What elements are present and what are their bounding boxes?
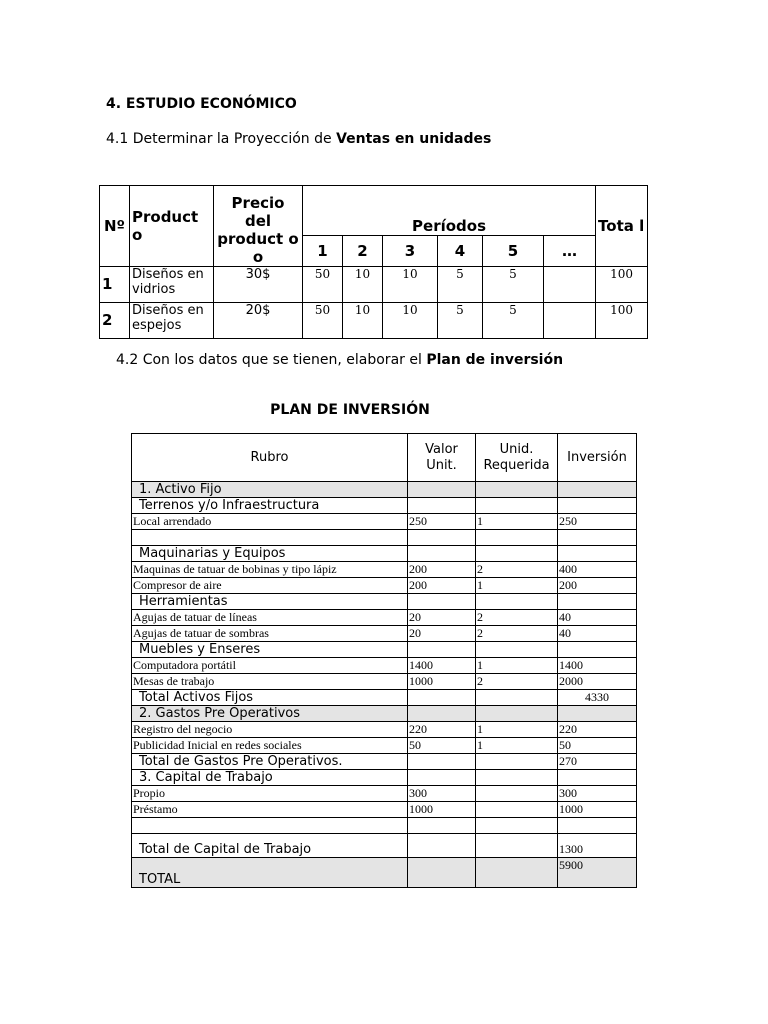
- plan-cell-unid: 2: [476, 626, 558, 642]
- plan-cell-valor: [408, 642, 476, 658]
- product-name: Diseños en vidrios: [130, 267, 214, 303]
- section-heading: 4. ESTUDIO ECONÓMICO: [106, 96, 297, 112]
- plan-cell-inv: 1000: [558, 802, 637, 818]
- subsection-4-1-text: 4.1 Determinar la Proyección de: [106, 131, 337, 147]
- header-valor: Valor Unit.: [408, 434, 476, 482]
- plan-cell-inv: [558, 818, 637, 834]
- plan-cell-inv: [558, 498, 637, 514]
- plan-cell-inv: 250: [558, 514, 637, 530]
- plan-cell-unid: 2: [476, 610, 558, 626]
- subsection-4-2-bold: Plan de inversión: [426, 352, 564, 368]
- table-row: [100, 267, 648, 303]
- plan-cell-inv: [558, 770, 637, 786]
- plan-cell-rubro: Agujas de tatuar de líneas: [132, 610, 408, 626]
- period-header: 5: [483, 235, 544, 266]
- plan-cell-unid: [476, 770, 558, 786]
- plan-row: [132, 562, 637, 578]
- plan-row: [132, 722, 637, 738]
- period-header: 2: [343, 235, 383, 266]
- period-value: 50: [303, 303, 343, 339]
- period-header: 3: [383, 235, 438, 266]
- subsection-4-1-bold: Ventas en unidades: [336, 131, 492, 147]
- plan-row: [132, 706, 637, 722]
- plan-row: [132, 858, 637, 888]
- plan-cell-unid: [476, 530, 558, 546]
- header-unid: Unid. Requerida: [476, 434, 558, 482]
- plan-cell-rubro: 3. Capital de Trabajo: [132, 770, 408, 786]
- plan-cell-valor: [408, 498, 476, 514]
- plan-cell-rubro: Total de Capital de Trabajo: [132, 834, 408, 858]
- period-value: 5: [438, 267, 483, 303]
- plan-row: [132, 802, 637, 818]
- plan-cell-valor: 1000: [408, 674, 476, 690]
- plan-cell-rubro: [132, 818, 408, 834]
- period-value: 50: [303, 267, 343, 303]
- plan-cell-rubro: Herramientas: [132, 594, 408, 610]
- plan-cell-inv: [558, 482, 637, 498]
- plan-cell-unid: 1: [476, 578, 558, 594]
- product-name: Diseños en espejos: [130, 303, 214, 339]
- subsection-4-2-text: 4.2 Con los datos que se tienen, elaborar el: [116, 352, 427, 368]
- plan-row: [132, 594, 637, 610]
- plan-cell-valor: 220: [408, 722, 476, 738]
- plan-cell-rubro: Compresor de aire: [132, 578, 408, 594]
- plan-title: PLAN DE INVERSIÓN: [270, 402, 430, 418]
- plan-cell-unid: [476, 858, 558, 888]
- plan-row: [132, 818, 637, 834]
- investment-plan-table: [131, 433, 637, 888]
- plan-cell-valor: [408, 754, 476, 770]
- plan-cell-rubro: Maquinarias y Equipos: [132, 546, 408, 562]
- product-price: 20$: [214, 303, 303, 339]
- plan-cell-inv: [558, 642, 637, 658]
- plan-cell-inv: 1400: [558, 658, 637, 674]
- header-rubro: Rubro: [132, 434, 408, 482]
- plan-row: [132, 642, 637, 658]
- plan-cell-unid: [476, 802, 558, 818]
- plan-row: [132, 514, 637, 530]
- plan-cell-rubro: Local arrendado: [132, 514, 408, 530]
- plan-row: [132, 674, 637, 690]
- product-price: 30$: [214, 267, 303, 303]
- plan-cell-inv: 2000: [558, 674, 637, 690]
- plan-cell-valor: 250: [408, 514, 476, 530]
- plan-cell-rubro: Publicidad Inicial en redes sociales: [132, 738, 408, 754]
- plan-cell-unid: [476, 754, 558, 770]
- plan-cell-inv: 400: [558, 562, 637, 578]
- header-no: Nº: [100, 186, 130, 267]
- period-value: [544, 303, 596, 339]
- period-header: 1: [303, 235, 343, 266]
- header-periodos: Períodos: [303, 186, 596, 236]
- period-header: …: [544, 235, 596, 266]
- plan-cell-rubro: Total Activos Fijos: [132, 690, 408, 706]
- plan-cell-valor: [408, 690, 476, 706]
- plan-cell-rubro: Agujas de tatuar de sombras: [132, 626, 408, 642]
- plan-cell-rubro: Terrenos y/o Infraestructura: [132, 498, 408, 514]
- plan-cell-rubro: [132, 530, 408, 546]
- plan-cell-rubro: Propio: [132, 786, 408, 802]
- plan-cell-inv: 200: [558, 578, 637, 594]
- plan-cell-inv: 40: [558, 610, 637, 626]
- plan-cell-unid: [476, 594, 558, 610]
- subsection-4-1: [106, 131, 491, 147]
- plan-row: [132, 658, 637, 674]
- plan-row: [132, 770, 637, 786]
- subsection-4-2: [116, 352, 563, 368]
- plan-cell-inv: 40: [558, 626, 637, 642]
- plan-cell-unid: 1: [476, 738, 558, 754]
- plan-row: [132, 626, 637, 642]
- plan-cell-rubro: 1. Activo Fijo: [132, 482, 408, 498]
- row-total: 100: [596, 267, 648, 303]
- plan-cell-unid: [476, 706, 558, 722]
- plan-cell-rubro: Muebles y Enseres: [132, 642, 408, 658]
- row-total: 100: [596, 303, 648, 339]
- header-total: Tota l: [596, 186, 648, 267]
- plan-cell-rubro: Mesas de trabajo: [132, 674, 408, 690]
- plan-cell-unid: 1: [476, 722, 558, 738]
- plan-cell-rubro: Total de Gastos Pre Operativos.: [132, 754, 408, 770]
- plan-cell-rubro: Computadora portátil: [132, 658, 408, 674]
- header-producto: Product o: [130, 186, 214, 267]
- plan-cell-inv: 4330: [558, 690, 637, 706]
- plan-cell-unid: [476, 498, 558, 514]
- period-value: 10: [343, 303, 383, 339]
- table-row: [100, 303, 648, 339]
- period-value: 5: [483, 303, 544, 339]
- plan-cell-unid: [476, 786, 558, 802]
- period-value: [544, 267, 596, 303]
- plan-cell-inv: 220: [558, 722, 637, 738]
- plan-cell-unid: [476, 834, 558, 858]
- plan-cell-valor: [408, 530, 476, 546]
- plan-cell-inv: 270: [558, 754, 637, 770]
- plan-row: [132, 578, 637, 594]
- plan-cell-unid: [476, 818, 558, 834]
- plan-cell-unid: [476, 546, 558, 562]
- plan-cell-valor: [408, 594, 476, 610]
- plan-cell-unid: 2: [476, 674, 558, 690]
- period-value: 10: [383, 267, 438, 303]
- plan-cell-valor: [408, 546, 476, 562]
- plan-cell-inv: 1300: [558, 834, 637, 858]
- plan-row: [132, 690, 637, 706]
- plan-cell-rubro: Registro del negocio: [132, 722, 408, 738]
- plan-row: [132, 610, 637, 626]
- sales-projection-table: [99, 185, 648, 339]
- row-number: 2: [100, 303, 130, 339]
- plan-cell-rubro: Maquinas de tatuar de bobinas y tipo lápiz: [132, 562, 408, 578]
- plan-cell-unid: 2: [476, 562, 558, 578]
- plan-cell-inv: [558, 706, 637, 722]
- plan-cell-unid: [476, 642, 558, 658]
- plan-cell-valor: 20: [408, 626, 476, 642]
- plan-row: [132, 546, 637, 562]
- plan-cell-valor: 300: [408, 786, 476, 802]
- plan-row: [132, 482, 637, 498]
- period-value: 10: [343, 267, 383, 303]
- row-number: 1: [100, 267, 130, 303]
- plan-cell-valor: 50: [408, 738, 476, 754]
- plan-cell-valor: [408, 834, 476, 858]
- plan-cell-valor: 20: [408, 610, 476, 626]
- period-header: 4: [438, 235, 483, 266]
- plan-cell-valor: [408, 770, 476, 786]
- period-value: 5: [483, 267, 544, 303]
- plan-cell-rubro: 2. Gastos Pre Operativos: [132, 706, 408, 722]
- plan-cell-inv: 50: [558, 738, 637, 754]
- plan-cell-valor: [408, 482, 476, 498]
- period-value: 5: [438, 303, 483, 339]
- plan-cell-inv: 5900: [558, 858, 637, 888]
- plan-cell-inv: [558, 546, 637, 562]
- plan-cell-valor: [408, 818, 476, 834]
- header-precio: Precio del product o o: [214, 186, 303, 267]
- period-value: 10: [383, 303, 438, 339]
- plan-row: [132, 834, 637, 858]
- plan-cell-unid: [476, 690, 558, 706]
- plan-row: [132, 498, 637, 514]
- plan-cell-valor: [408, 706, 476, 722]
- plan-cell-inv: 300: [558, 786, 637, 802]
- plan-row: [132, 530, 637, 546]
- plan-row: [132, 786, 637, 802]
- plan-cell-valor: [408, 858, 476, 888]
- plan-cell-inv: [558, 530, 637, 546]
- plan-cell-unid: 1: [476, 658, 558, 674]
- plan-cell-valor: 1000: [408, 802, 476, 818]
- plan-row: [132, 754, 637, 770]
- plan-row: [132, 738, 637, 754]
- header-inversion: Inversión: [558, 434, 637, 482]
- plan-cell-unid: [476, 482, 558, 498]
- plan-cell-rubro: Préstamo: [132, 802, 408, 818]
- plan-cell-inv: [558, 594, 637, 610]
- plan-cell-valor: 1400: [408, 658, 476, 674]
- plan-cell-rubro: TOTAL: [132, 858, 408, 888]
- plan-cell-valor: 200: [408, 562, 476, 578]
- plan-cell-valor: 200: [408, 578, 476, 594]
- plan-cell-unid: 1: [476, 514, 558, 530]
